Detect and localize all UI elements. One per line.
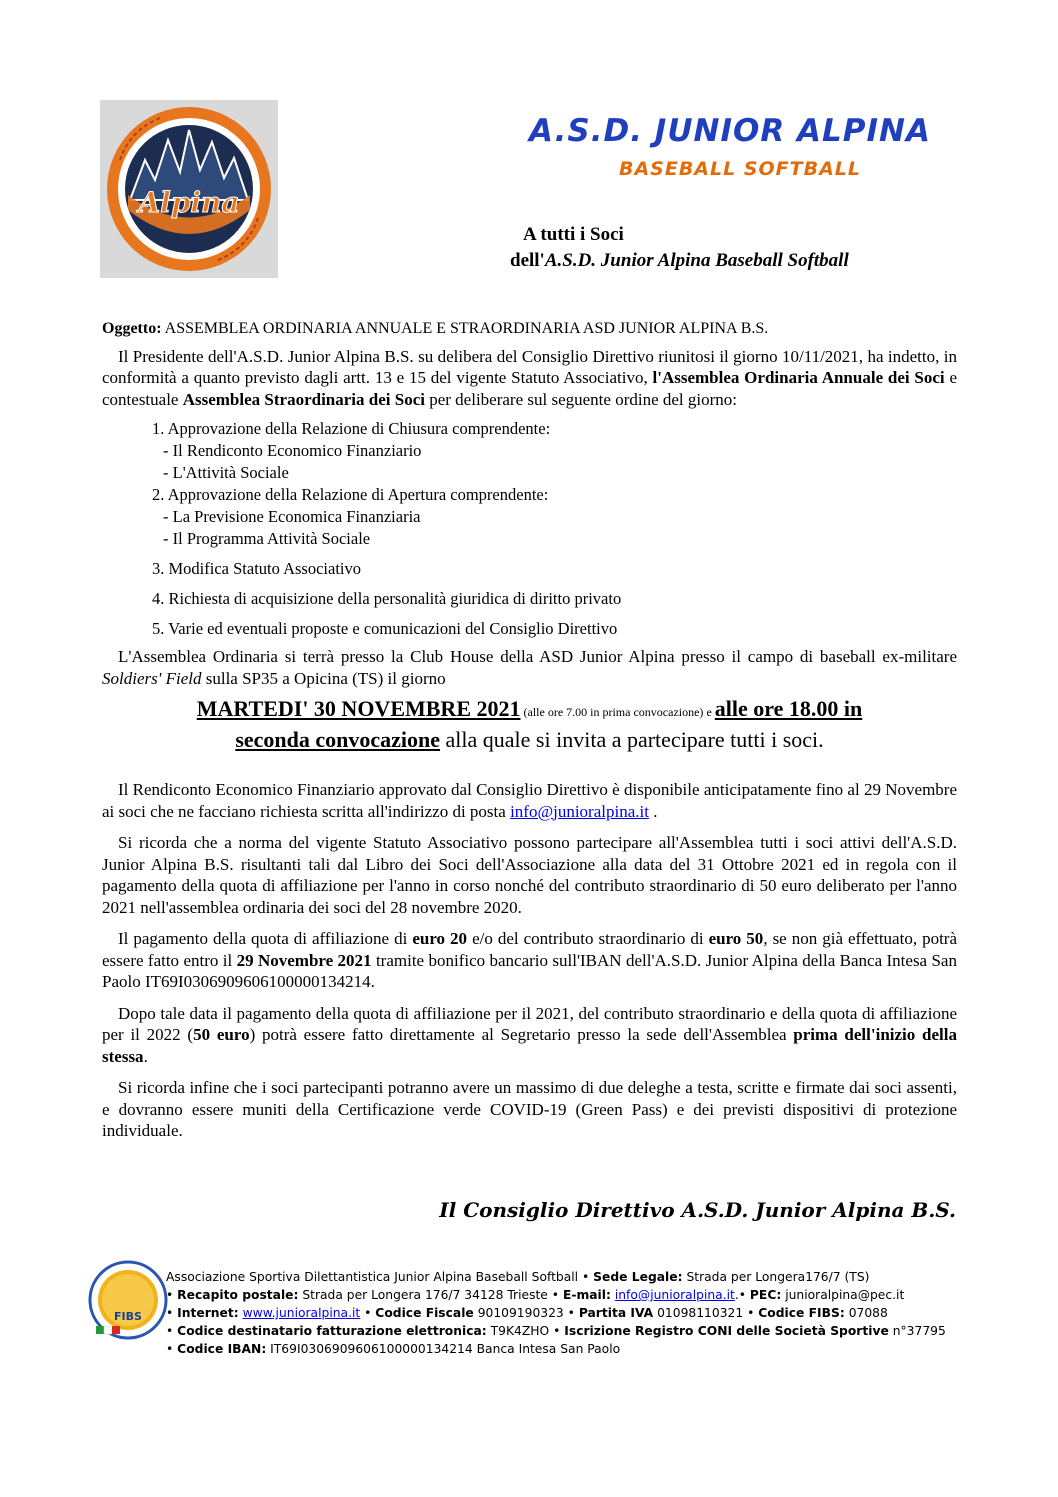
footer-text: 90109190323 •: [473, 1306, 579, 1320]
footer-label: Partita IVA: [578, 1306, 654, 1320]
email-link[interactable]: info@junioralpina.it: [510, 801, 649, 821]
footer-text: •: [166, 1306, 178, 1320]
recipient-association: A.S.D. Junior Alpina Baseball Softball: [544, 250, 849, 271]
baseball-logo-icon: [100, 100, 278, 278]
footer-label: Iscrizione Registro CONI delle Società Sportive: [564, 1324, 889, 1338]
footer-text: Associazione Sportiva Dilettantistica Junior Alpina Baseball Softball •: [166, 1270, 594, 1284]
footer-line: [166, 1286, 966, 1304]
footer-text: IT69I0306909606100000134214 Banca Intesa San Paolo: [266, 1342, 621, 1356]
invitation-text: alla quale si invita a partecipare tutti i soci.: [440, 727, 824, 752]
svg-text:FIBS: FIBS: [114, 1310, 142, 1323]
venue-text: L'Assemblea Ordinaria si terrà presso la Club House della ASD Junior Alpina presso il campo di baseball ex-militare: [118, 647, 957, 666]
eligibility-paragraph: Si ricorda che a norma del vigente Statuto Associativo possono partecipare all'Assemblea tutti i soci attivi dell'A.S.D. Junior Alpina B.S. risultanti tali dal Libro dei Soci dell'Associazione alla data del 31 Ottobre 2021 ed in regola con il pagamento della quota di affiliazione per l'anno in corso nonché del contributo straordinario di 50 euro deliberato per l'anno 2021 nell'assemblea ordinaria dei soci del 28 novembre 2020.: [102, 833, 957, 917]
footer-line: [166, 1304, 966, 1322]
intro-text: e contestuale: [102, 368, 957, 409]
agenda-item: 3. Modifica Statuto Associativo: [152, 559, 361, 578]
footer-label: PEC:: [749, 1288, 782, 1302]
footer-text: .•: [734, 1288, 750, 1302]
intro-paragraph: [102, 346, 957, 411]
agenda-subitem: - La Previsione Economica Finanziaria: [163, 507, 421, 526]
signature: Il Consiglio Direttivo A.S.D. Junior Alpina B.S.: [439, 1198, 956, 1222]
intro-bold-extraordinary: Assemblea Straordinaria dei Soci: [182, 389, 425, 409]
report-paragraph: [102, 779, 957, 822]
svg-text:Alpina: Alpina: [138, 186, 240, 219]
club-logo: [100, 100, 278, 278]
footer-line: [166, 1322, 966, 1340]
recipient-line-1: A tutti i Soci: [523, 224, 624, 245]
footer-text: 07088: [844, 1306, 888, 1320]
second-call-label: seconda convocazione: [235, 727, 441, 752]
meeting-date: MARTEDI' 30 NOVEMBRE 2021: [196, 696, 521, 721]
footer-text: •: [166, 1288, 178, 1302]
agenda-subitem: - L'Attività Sociale: [163, 463, 289, 482]
late-payment-deadline: prima dell'inizio della stessa: [102, 1025, 957, 1066]
fibs-logo: [88, 1260, 168, 1340]
late-payment-paragraph: [102, 1003, 957, 1068]
footer-label: Sede Legale:: [593, 1270, 683, 1284]
footer-line: [166, 1268, 966, 1286]
letter-body: [102, 318, 957, 1142]
subject-line: [102, 318, 957, 340]
subject-label: Oggetto:: [102, 320, 162, 337]
intro-text: Il Presidente dell'A.S.D. Junior Alpina B.S. su delibera del Consiglio Direttivo riunitosi il giorno 10/11/2021, ha indetto, in conformità a quanto previsto dagli artt. 13 e 15 del vigente Statuto Associativo,: [102, 346, 957, 387]
footer-label: Codice FIBS:: [758, 1306, 845, 1320]
second-call-time: alle ore 18.00 in: [714, 696, 863, 721]
footer-label: Internet:: [177, 1306, 239, 1320]
footer-text: Strada per Longera 176/7 34128 Trieste •: [298, 1288, 563, 1302]
footer-email-link[interactable]: info@junioralpina.it: [614, 1288, 735, 1302]
footer-line: [166, 1340, 966, 1358]
subject-text: ASSEMBLEA ORDINARIA ANNUALE E STRAORDINARIA ASD JUNIOR ALPINA B.S.: [164, 320, 769, 337]
late-payment-amount: 50 euro: [193, 1025, 250, 1044]
footer: [166, 1268, 966, 1358]
late-payment-text: Dopo tale data il pagamento della quota di affiliazione per il 2021, del contributo straordinario e della quota di affiliazione per il 2022 (: [102, 1003, 957, 1044]
payment-text: e/o del contributo straordinario di: [467, 929, 709, 948]
intro-text: per deliberare sul seguente ordine del giorno:: [424, 389, 737, 409]
footer-label: Codice IBAN:: [177, 1342, 267, 1356]
recipient-line-2: [510, 248, 849, 274]
footer-label: Codice destinatario fatturazione elettronica:: [177, 1324, 487, 1338]
venue-paragraph: [102, 646, 957, 689]
venue-field-name: Soldiers' Field: [102, 668, 202, 688]
footer-text: Strada per Longera176/7 (TS): [682, 1270, 870, 1284]
footer-text: 01098110321 •: [653, 1306, 759, 1320]
late-payment-text: ) potrà essere fatto direttamente al Segretario presso la sede dell'Assemblea: [249, 1025, 794, 1044]
agenda-subitem: - Il Programma Attività Sociale: [163, 529, 371, 548]
agenda-list: [102, 418, 957, 640]
footer-text: n°37795: [888, 1324, 946, 1338]
payment-text: , se non già effettuato, potrà essere fatto entro il: [102, 929, 957, 970]
first-call-note: (alle ore 7.00 in prima convocazione): [520, 705, 707, 719]
payment-paragraph: [102, 928, 957, 993]
footer-text: T9K4ZHO •: [486, 1324, 565, 1338]
payment-deadline: 29 Novembre 2021: [236, 950, 372, 970]
club-title: A.S.D. JUNIOR ALPINA: [529, 113, 931, 149]
payment-amount-20: euro 20: [412, 929, 468, 948]
meeting-date-block: [102, 695, 957, 753]
club-subtitle: BASEBALL SOFTBALL: [618, 158, 862, 180]
agenda-item: 5. Varie ed eventuali proposte e comunicazioni del Consiglio Direttivo: [152, 619, 618, 638]
late-payment-text: .: [143, 1046, 148, 1066]
footer-text: •: [166, 1324, 178, 1338]
footer-label: E-mail:: [562, 1288, 611, 1302]
footer-label: Recapito postale:: [177, 1288, 299, 1302]
footer-text: junioralpina@pec.it: [781, 1288, 905, 1302]
payment-amount-50: euro 50: [708, 929, 764, 948]
report-text: Il Rendiconto Economico Finanziario approvato dal Consiglio Direttivo è disponibile anticipatamente fino al 29 Novembre ai soci che ne facciano richiesta scritta all'indirizzo di posta: [102, 780, 957, 821]
payment-text: Il pagamento della quota di affiliazione di: [118, 929, 413, 948]
delegates-paragraph: Si ricorda infine che i soci partecipanti potranno avere un massimo di due deleghe a testa, scritte e firmate dai soci assenti, e dovranno essere muniti della Certificazione verde COVID-19 (Green Pass) e dei previsti dispositivi di protezione individuale.: [102, 1078, 957, 1140]
date-joiner: e: [706, 705, 715, 719]
agenda-item: 4. Richiesta di acquisizione della personalità giuridica di diritto privato: [152, 589, 622, 608]
footer-text: •: [166, 1342, 178, 1356]
intro-bold-ordinary: l'Assemblea Ordinaria Annuale dei Soci: [652, 368, 945, 387]
recipient-block: [510, 222, 849, 274]
agenda-item: 2. Approvazione della Relazione di Apertura comprendente:: [152, 485, 549, 504]
footer-text: •: [360, 1306, 376, 1320]
payment-text: tramite bonifico bancario sull'IBAN dell'A.S.D. Junior Alpina della Banca Intesa San Paolo IT69I0306909606100000134214.: [102, 950, 957, 991]
footer-label: Codice Fiscale: [375, 1306, 474, 1320]
report-end: .: [648, 801, 658, 821]
agenda-item: 1. Approvazione della Relazione di Chiusura comprendente:: [152, 419, 551, 438]
recipient-prefix: dell': [510, 250, 545, 271]
agenda-subitem: - Il Rendiconto Economico Finanziario: [163, 441, 422, 460]
fibs-emblem-icon: [88, 1260, 168, 1340]
venue-text: sulla SP35 a Opicina (TS) il giorno: [201, 668, 446, 688]
footer-website-link[interactable]: www.junioralpina.it: [242, 1306, 361, 1320]
